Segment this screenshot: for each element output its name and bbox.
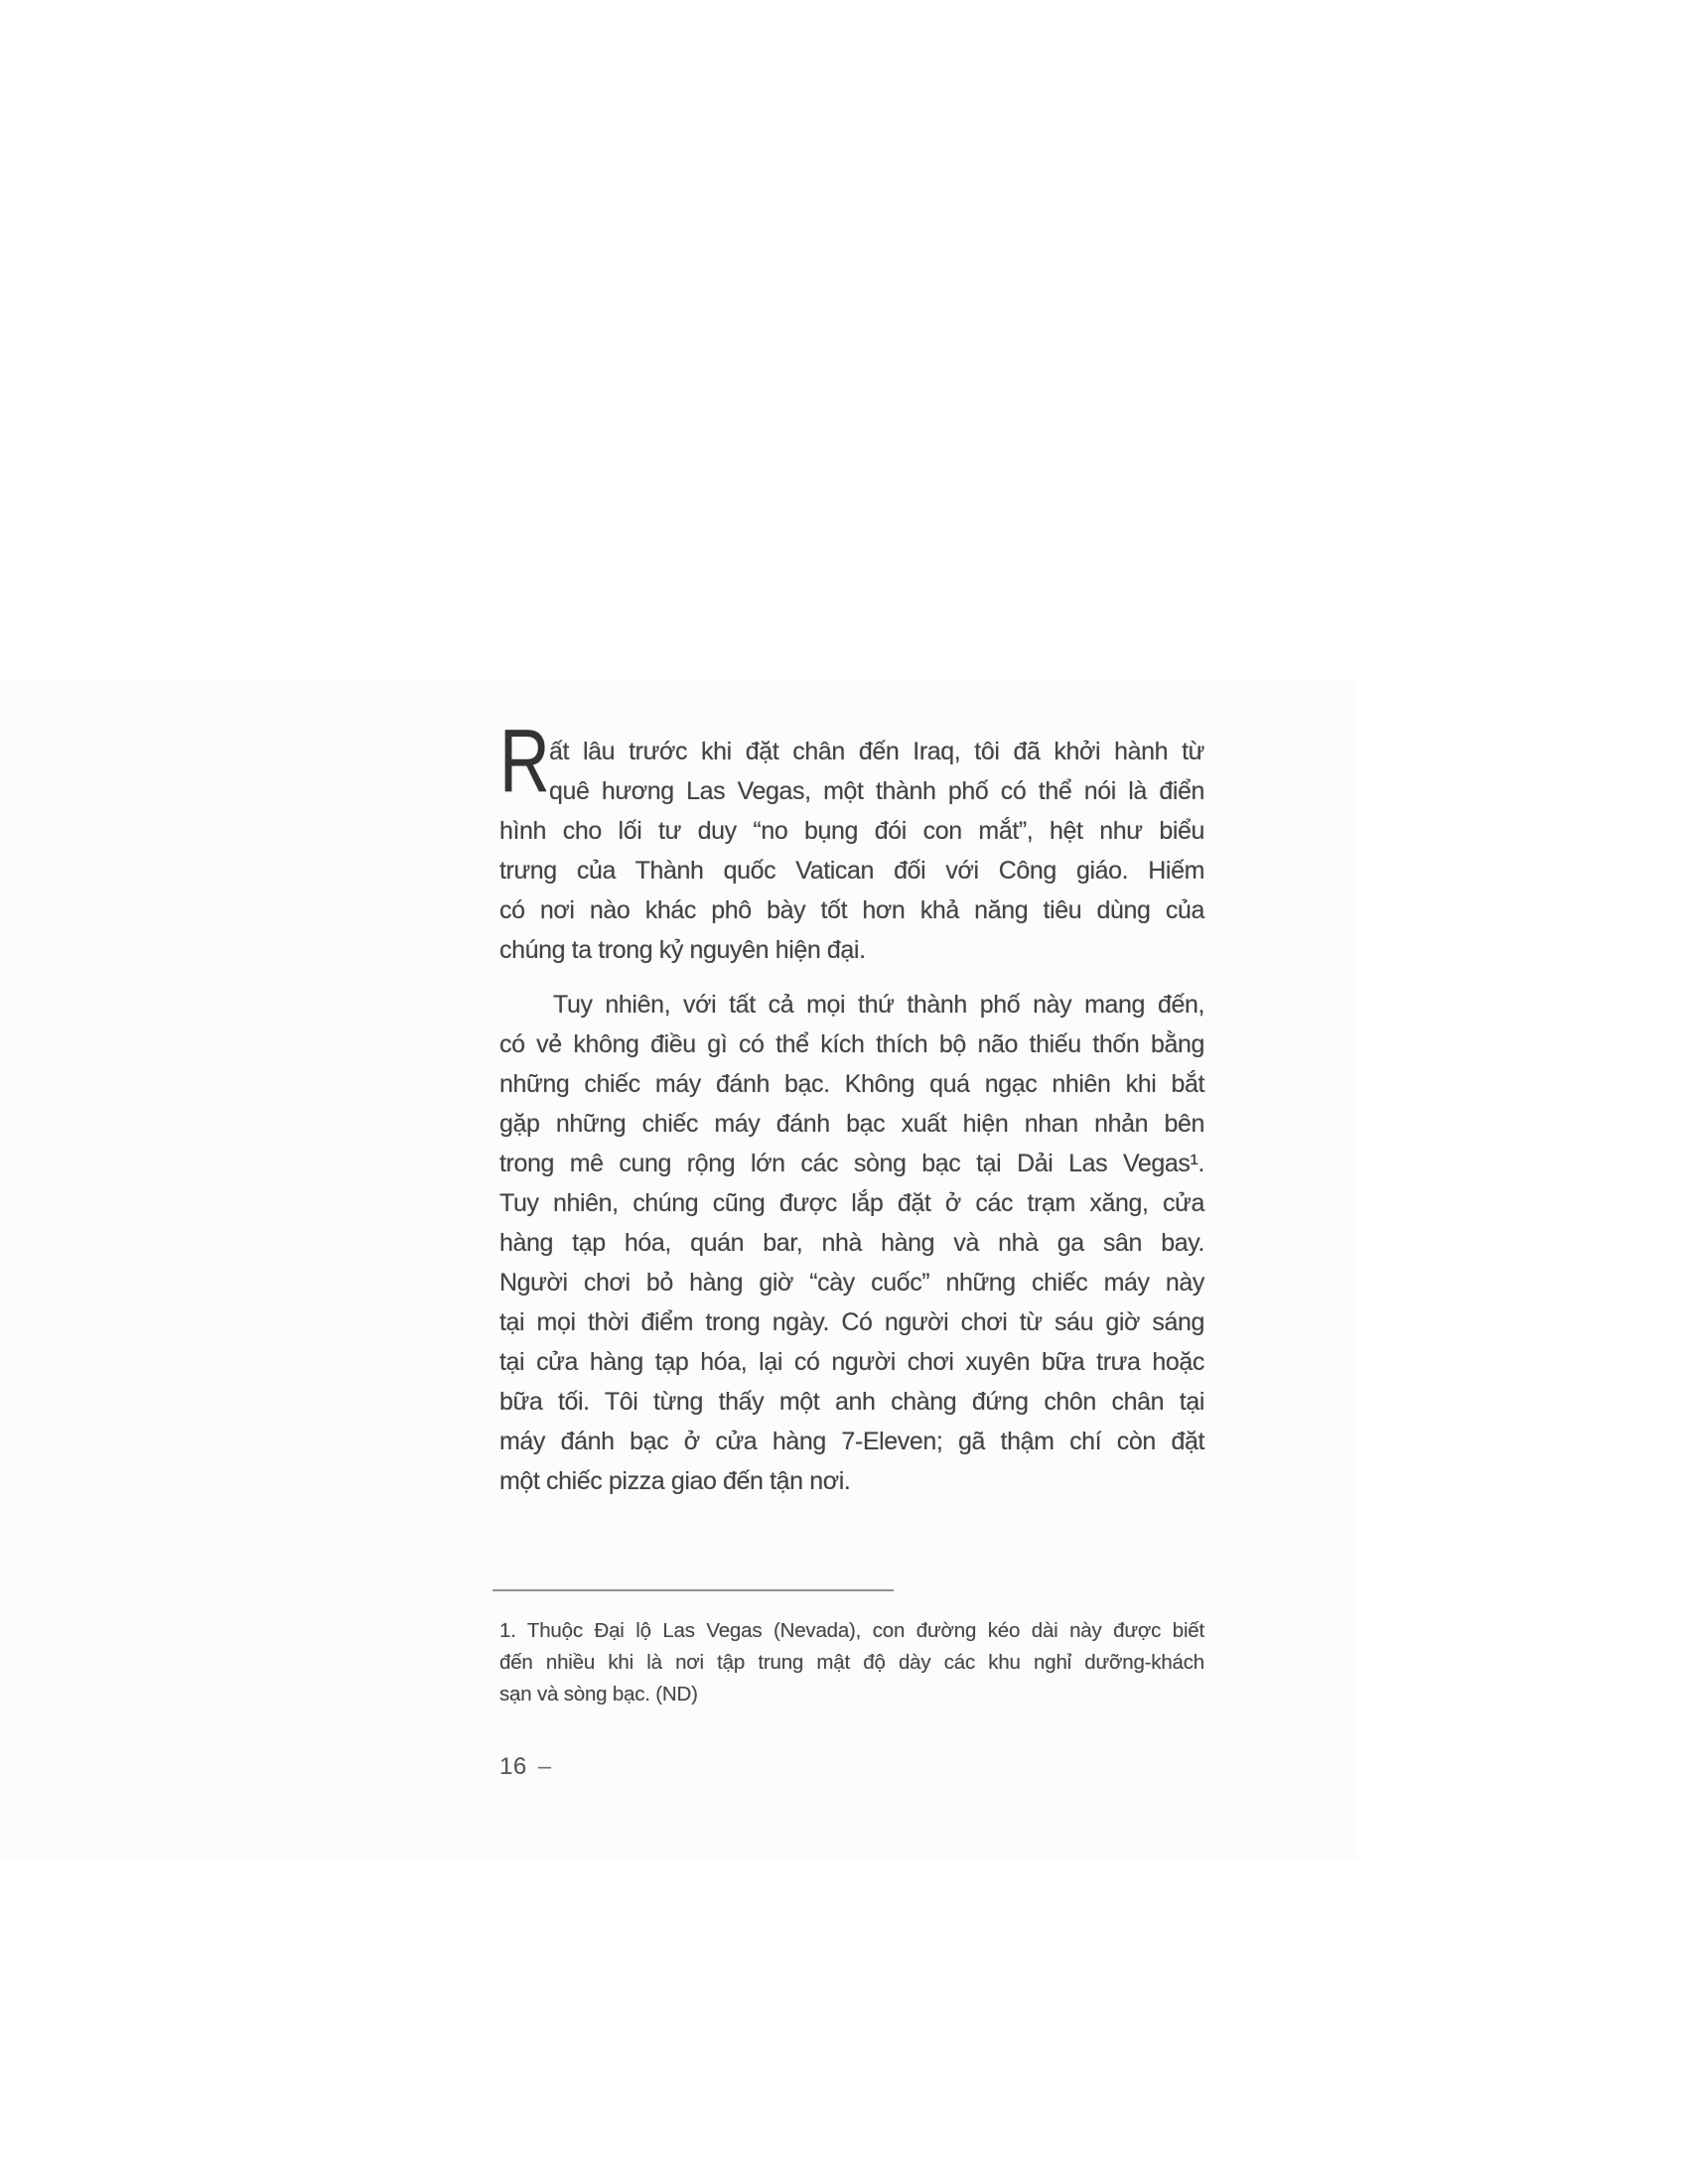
body-line: tại mọi thời điểm trong ngày. Có người chơi từ sáu giờ sáng [499, 1308, 1204, 1336]
body-line: Tuy nhiên, với tất cả mọi thứ thành phố này mang đến, [553, 991, 1204, 1019]
body-line: quê hương Las Vegas, một thành phố có thể nói là điển [549, 777, 1204, 805]
body-line: trong mê cung rộng lớn các sòng bạc tại Dải Las Vegas¹. [499, 1150, 1204, 1177]
drop-cap: R [499, 712, 550, 811]
body-line: Tuy nhiên, chúng cũng được lắp đặt ở các trạm xăng, cửa [499, 1189, 1204, 1217]
body-line: chúng ta trong kỷ nguyên hiện đại. [499, 936, 866, 964]
body-line: có vẻ không điều gì có thể kích thích bộ não thiếu thốn bằng [499, 1030, 1204, 1058]
text-column [499, 712, 1204, 1782]
paragraph-2 [499, 985, 1204, 1501]
footnote-divider [492, 1589, 894, 1591]
footnote-line: sạn và sòng bạc. (ND) [499, 1683, 698, 1706]
body-line: ất lâu trước khi đặt chân đến Iraq, tôi đã khởi hành từ [549, 738, 1204, 765]
body-line: một chiếc pizza giao đến tận nơi. [499, 1467, 851, 1495]
page-number: 16 [499, 1753, 527, 1780]
body-line: hàng tạp hóa, quán bar, nhà hàng và nhà ga sân bay. [499, 1229, 1204, 1257]
paragraph-1 [499, 712, 1204, 970]
body-line: hình cho lối tư duy “no bụng đói con mắt”, hệt như biểu [499, 817, 1204, 845]
body-line: có nơi nào khác phô bày tốt hơn khả năng tiêu dùng của [499, 896, 1204, 924]
body-line: trưng của Thành quốc Vatican đối với Công giáo. Hiếm [499, 857, 1204, 885]
page-number-dash: – [537, 1753, 552, 1780]
footnote-line: 1. Thuộc Đại lộ Las Vegas (Nevada), con đường kéo dài này được biết [499, 1619, 1204, 1642]
body-line: những chiếc máy đánh bạc. Không quá ngạc nhiên khi bắt [499, 1070, 1204, 1098]
body-line: tại cửa hàng tạp hóa, lại có người chơi xuyên bữa trưa hoặc [499, 1348, 1204, 1376]
body-line: bữa tối. Tôi từng thấy một anh chàng đứng chôn chân tại [499, 1388, 1204, 1416]
body-line: gặp những chiếc máy đánh bạc xuất hiện nhan nhản bên [499, 1110, 1204, 1138]
body-line: máy đánh bạc ở cửa hàng 7-Eleven; gã thậm chí còn đặt [499, 1428, 1204, 1455]
footnote-line: đến nhiều khi là nơi tập trung mật độ dày các khu nghỉ dưỡng-khách [499, 1651, 1204, 1674]
body-line: Người chơi bỏ hàng giờ “cày cuốc” những chiếc máy này [499, 1269, 1204, 1297]
footnote [499, 1615, 1204, 1710]
page-footer [499, 1752, 1204, 1782]
